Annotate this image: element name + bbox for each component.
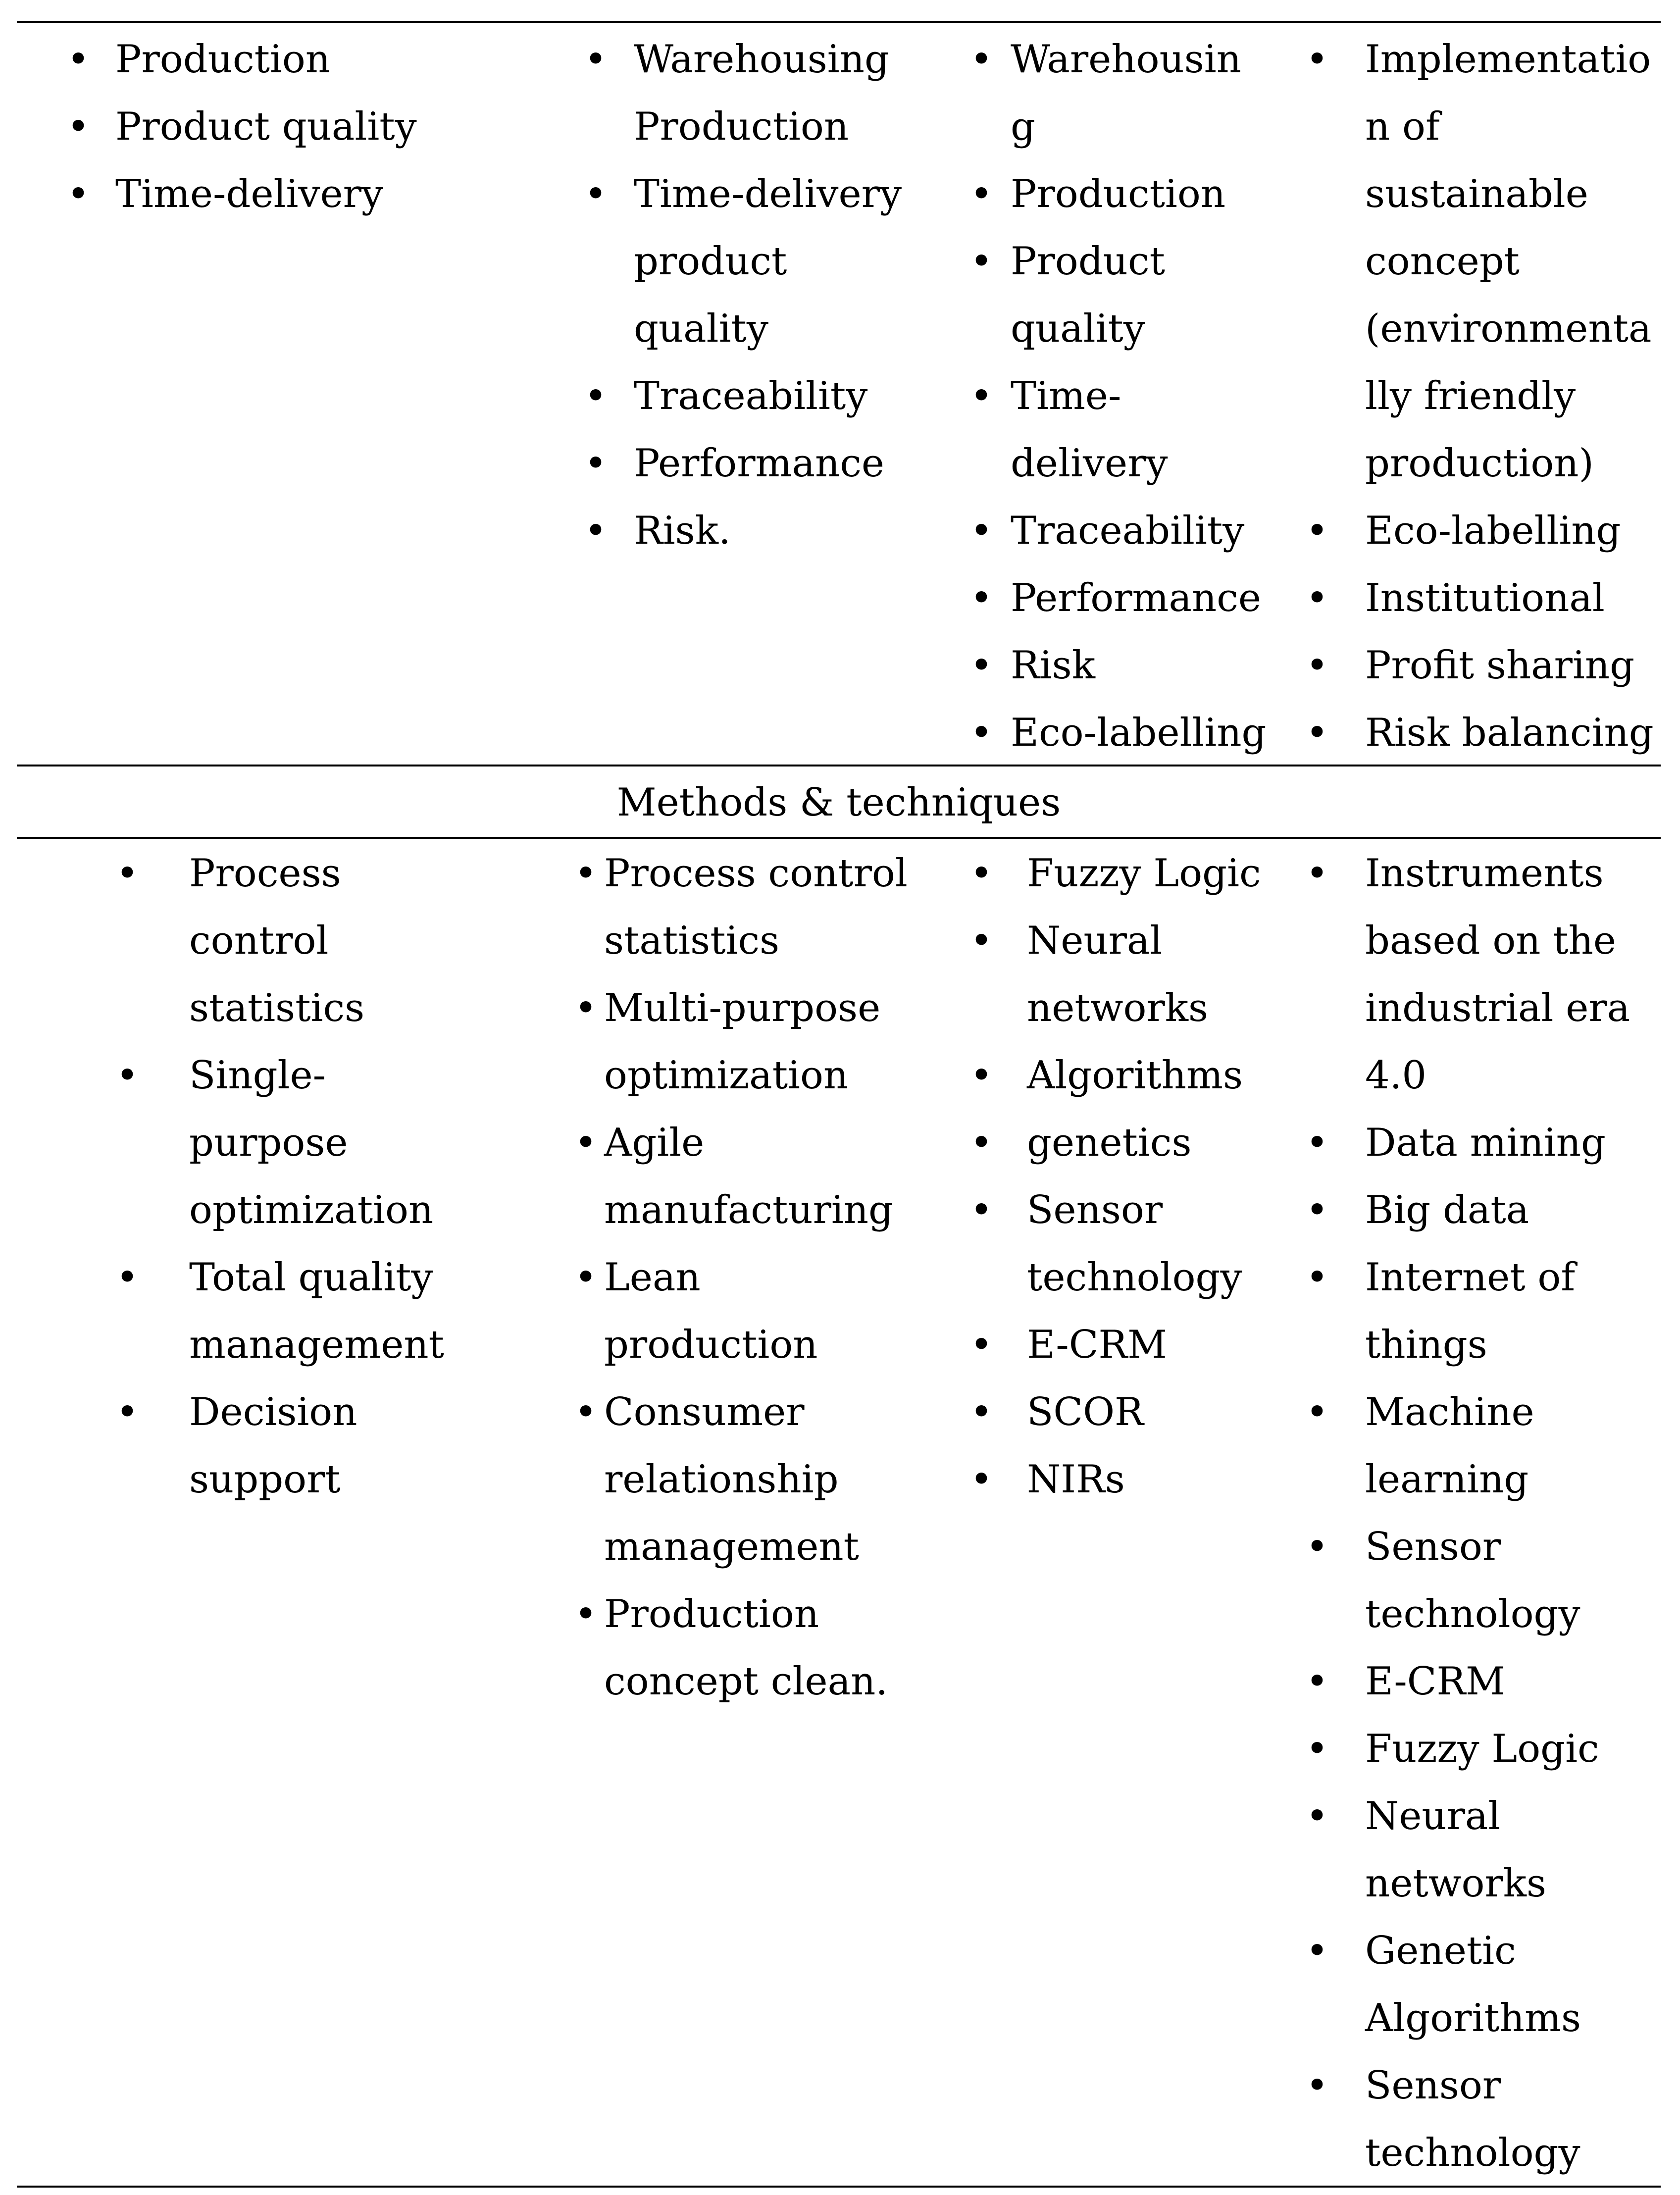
bullet-icon: • bbox=[584, 441, 608, 486]
bullet-list bbox=[574, 840, 908, 1715]
list-item-text: lly friendly bbox=[1365, 374, 1576, 418]
list-item-text: quality bbox=[1011, 306, 1145, 351]
list-item-text: Product quality bbox=[115, 104, 417, 149]
bullet-icon: • bbox=[116, 851, 139, 896]
criteria-col-3 bbox=[970, 26, 1267, 766]
list-item bbox=[970, 699, 1267, 766]
bottom-rule bbox=[17, 2186, 1661, 2188]
bullet-icon: • bbox=[970, 919, 993, 963]
bullet-icon: • bbox=[584, 374, 608, 418]
bullet-icon: • bbox=[970, 509, 993, 553]
list-item-text: technology bbox=[1365, 1592, 1580, 1636]
list-item-text: genetics bbox=[1027, 1121, 1192, 1165]
list-item-text: production) bbox=[1365, 441, 1594, 486]
list-item bbox=[970, 26, 1266, 160]
list-item-text: networks bbox=[1365, 1861, 1547, 1906]
criteria-col-1 bbox=[67, 26, 417, 228]
bullet-list bbox=[67, 26, 417, 228]
list-item-text: Traceability bbox=[1011, 509, 1245, 553]
list-item-text: Machine bbox=[1365, 1390, 1534, 1434]
list-item bbox=[1306, 497, 1654, 564]
list-item bbox=[116, 1378, 444, 1513]
list-item-text: Genetic bbox=[1365, 1929, 1516, 1973]
bullet-icon: • bbox=[584, 37, 608, 82]
list-item-text: Institutional bbox=[1365, 576, 1605, 620]
bullet-icon: • bbox=[116, 1390, 139, 1434]
list-item bbox=[970, 1378, 1261, 1446]
list-item-text: manufacturing bbox=[604, 1188, 893, 1232]
bullet-icon: • bbox=[970, 711, 993, 755]
list-item bbox=[1306, 1513, 1630, 1648]
bullet-icon: • bbox=[584, 172, 608, 216]
list-item bbox=[1306, 564, 1654, 632]
list-item bbox=[970, 632, 1266, 699]
bullet-icon: • bbox=[574, 1592, 598, 1636]
list-item bbox=[1306, 1176, 1630, 1244]
list-item-text: Production bbox=[634, 104, 849, 149]
methods-col-4 bbox=[1306, 840, 1630, 2187]
list-item bbox=[970, 1446, 1261, 1513]
list-item bbox=[970, 1109, 1261, 1176]
list-item bbox=[584, 497, 902, 564]
bullet-icon: • bbox=[1306, 1659, 1329, 1704]
bullet-icon: • bbox=[970, 374, 993, 418]
list-item-text: optimization bbox=[604, 1053, 849, 1098]
list-item-text: Warehousin bbox=[1011, 37, 1241, 82]
list-item-text: Process control bbox=[604, 851, 908, 896]
bullet-icon: • bbox=[970, 172, 993, 216]
bullet-icon: • bbox=[970, 1323, 993, 1367]
bullet-icon: • bbox=[1306, 711, 1329, 755]
list-item-text: Production bbox=[1011, 172, 1226, 216]
bullet-icon: • bbox=[1306, 851, 1329, 896]
list-item-text: Time-delivery bbox=[634, 172, 902, 216]
list-item-text: Implementatio bbox=[1365, 37, 1651, 82]
list-item-text: Eco-labelling bbox=[1011, 711, 1267, 755]
list-item bbox=[116, 840, 444, 1042]
list-item bbox=[574, 1109, 908, 1244]
list-item bbox=[584, 430, 902, 497]
list-item-text: statistics bbox=[604, 919, 780, 963]
list-item bbox=[1306, 1244, 1630, 1378]
bullet-icon: • bbox=[970, 1390, 993, 1434]
list-item-text: Multi-purpose bbox=[604, 986, 881, 1030]
list-item-text: control bbox=[189, 919, 329, 963]
list-item-text: optimization bbox=[189, 1188, 434, 1232]
list-item-text: Consumer bbox=[604, 1390, 805, 1434]
bullet-list bbox=[1306, 840, 1630, 2187]
bullet-icon: • bbox=[1306, 1727, 1329, 1771]
list-item-text: Neural bbox=[1027, 919, 1163, 963]
list-item-text: Profit sharing bbox=[1365, 643, 1635, 688]
bullet-icon: • bbox=[970, 576, 993, 620]
bullet-list bbox=[970, 840, 1261, 1513]
list-item-text: Risk bbox=[1011, 643, 1095, 688]
list-item-text: Decision bbox=[189, 1390, 357, 1434]
list-item bbox=[1306, 699, 1654, 766]
bullet-icon: • bbox=[1306, 643, 1329, 688]
list-item-text: industrial era bbox=[1365, 986, 1630, 1030]
bullet-icon: • bbox=[970, 239, 993, 284]
list-item-text: purpose bbox=[189, 1121, 348, 1165]
list-item-text: sustainable bbox=[1365, 172, 1588, 216]
list-item-text: Sensor bbox=[1365, 1525, 1501, 1569]
list-item-text: Process bbox=[189, 851, 341, 896]
bullet-icon: • bbox=[1306, 2063, 1329, 2108]
top-rule bbox=[17, 21, 1661, 23]
list-item bbox=[970, 1311, 1261, 1378]
list-item-text: Time-delivery bbox=[115, 172, 384, 216]
list-item-text: Lean bbox=[604, 1255, 701, 1300]
list-item bbox=[67, 160, 417, 228]
list-item-text: based on the bbox=[1365, 919, 1617, 963]
bullet-icon: • bbox=[574, 986, 598, 1030]
list-item-text: delivery bbox=[1011, 441, 1168, 486]
section-divider-bottom bbox=[17, 837, 1661, 839]
list-item-text: Instruments bbox=[1365, 851, 1604, 896]
list-item bbox=[1306, 1783, 1630, 1917]
methods-col-3 bbox=[970, 840, 1261, 1513]
bullet-icon: • bbox=[970, 1188, 993, 1232]
list-item-text: Internet of bbox=[1365, 1255, 1576, 1300]
bullet-icon: • bbox=[1306, 1188, 1329, 1232]
list-item-text: Algorithms bbox=[1027, 1053, 1243, 1098]
bullet-list bbox=[116, 840, 444, 1513]
list-item-text: Algorithms bbox=[1365, 1996, 1581, 2041]
bullet-icon: • bbox=[116, 1053, 139, 1098]
list-item bbox=[1306, 1715, 1630, 1783]
list-item-text: learning bbox=[1365, 1457, 1529, 1502]
bullet-list bbox=[970, 26, 1267, 766]
list-item-text: concept clean. bbox=[604, 1659, 888, 1704]
bullet-icon: • bbox=[970, 851, 993, 896]
bullet-icon: • bbox=[970, 1121, 993, 1165]
bullet-list bbox=[584, 26, 902, 564]
list-item bbox=[1306, 1648, 1630, 1715]
list-item-text: Fuzzy Logic bbox=[1027, 851, 1261, 896]
list-item bbox=[970, 362, 1266, 497]
list-item-text: Agile bbox=[604, 1121, 705, 1165]
list-item-text: SCOR bbox=[1027, 1390, 1144, 1434]
list-item-text: production bbox=[604, 1323, 818, 1367]
list-item-text: (environmenta bbox=[1365, 306, 1652, 351]
list-item-text: g bbox=[1011, 104, 1035, 149]
bullet-icon: • bbox=[574, 1121, 598, 1165]
list-item-text: Performance bbox=[1011, 576, 1262, 620]
list-item-text: E-CRM bbox=[1365, 1659, 1506, 1704]
list-item bbox=[970, 160, 1266, 228]
bullet-icon: • bbox=[584, 509, 608, 553]
bullet-icon: • bbox=[1306, 1255, 1329, 1300]
bullet-icon: • bbox=[574, 851, 598, 896]
bullet-list bbox=[1306, 26, 1654, 766]
list-item bbox=[116, 1042, 444, 1244]
list-item-text: E-CRM bbox=[1027, 1323, 1168, 1367]
list-item-text: relationship bbox=[604, 1457, 839, 1502]
list-item bbox=[574, 840, 908, 974]
list-item bbox=[1306, 26, 1654, 497]
bullet-icon: • bbox=[574, 1255, 598, 1300]
list-item bbox=[970, 840, 1261, 907]
list-item-text: Fuzzy Logic bbox=[1365, 1727, 1599, 1771]
list-item-text: things bbox=[1365, 1323, 1487, 1367]
list-item bbox=[970, 564, 1266, 632]
bullet-icon: • bbox=[1306, 1390, 1329, 1434]
bullet-icon: • bbox=[67, 104, 90, 149]
list-item-text: Product bbox=[1011, 239, 1165, 284]
list-item-text: Risk. bbox=[634, 509, 731, 553]
list-item-text: n of bbox=[1365, 104, 1440, 149]
bullet-icon: • bbox=[1306, 37, 1329, 82]
list-item bbox=[116, 1244, 444, 1378]
bullet-icon: • bbox=[970, 1053, 993, 1098]
list-item bbox=[574, 1244, 908, 1378]
bullet-icon: • bbox=[1306, 1121, 1329, 1165]
list-item-text: Neural bbox=[1365, 1794, 1501, 1838]
bullet-icon: • bbox=[67, 172, 90, 216]
list-item-text: statistics bbox=[189, 986, 365, 1030]
list-item-text: technology bbox=[1027, 1255, 1242, 1300]
list-item-text: Warehousing bbox=[634, 37, 889, 82]
list-item bbox=[1306, 840, 1630, 1109]
bullet-icon: • bbox=[1306, 576, 1329, 620]
section-divider-top bbox=[17, 765, 1661, 766]
bullet-icon: • bbox=[970, 643, 993, 688]
list-item bbox=[67, 26, 417, 93]
list-item-text: Data mining bbox=[1365, 1121, 1606, 1165]
list-item-text: Eco-labelling bbox=[1365, 509, 1621, 553]
bullet-icon: • bbox=[1306, 1525, 1329, 1569]
list-item bbox=[574, 974, 908, 1109]
list-item bbox=[1306, 1109, 1630, 1176]
list-item bbox=[970, 1042, 1261, 1109]
list-item-text: 4.0 bbox=[1365, 1053, 1427, 1098]
list-item-text: Sensor bbox=[1027, 1188, 1163, 1232]
list-item bbox=[1306, 632, 1654, 699]
bullet-icon: • bbox=[116, 1255, 139, 1300]
list-item-text: Total quality bbox=[189, 1255, 433, 1300]
list-item-text: networks bbox=[1027, 986, 1209, 1030]
list-item-text: Sensor bbox=[1365, 2063, 1501, 2108]
list-item bbox=[584, 362, 902, 430]
list-item bbox=[1306, 2052, 1630, 2187]
bullet-icon: • bbox=[970, 1457, 993, 1502]
list-item-text: NIRs bbox=[1027, 1457, 1125, 1502]
list-item-text: Performance bbox=[634, 441, 885, 486]
bullet-icon: • bbox=[970, 37, 993, 82]
methods-section-title: Methods & techniques bbox=[616, 780, 1061, 825]
list-item-text: support bbox=[189, 1457, 341, 1502]
list-item-text: management bbox=[189, 1323, 444, 1367]
list-item-text: Time- bbox=[1011, 374, 1121, 418]
list-item bbox=[574, 1378, 908, 1581]
list-item bbox=[1306, 1378, 1630, 1513]
methods-col-2 bbox=[574, 840, 908, 1715]
list-item bbox=[67, 93, 417, 160]
list-item-text: Production bbox=[115, 37, 331, 82]
list-item-text: management bbox=[604, 1525, 859, 1569]
list-item-text: concept bbox=[1365, 239, 1520, 284]
criteria-col-4 bbox=[1306, 26, 1654, 766]
bullet-icon: • bbox=[1306, 1929, 1329, 1973]
bullet-icon: • bbox=[67, 37, 90, 82]
list-item bbox=[970, 228, 1266, 362]
list-item-text: quality bbox=[634, 306, 768, 351]
list-item-text: Risk balancing bbox=[1365, 711, 1654, 755]
bullet-icon: • bbox=[574, 1390, 598, 1434]
list-item bbox=[574, 1581, 908, 1715]
list-item bbox=[1306, 1917, 1630, 2052]
list-item bbox=[584, 160, 902, 362]
list-item-text: Production bbox=[604, 1592, 819, 1636]
list-item-text: Big data bbox=[1365, 1188, 1529, 1232]
list-item bbox=[970, 1176, 1261, 1311]
list-item-text: Traceability bbox=[634, 374, 868, 418]
list-item-text: product bbox=[634, 239, 787, 284]
list-item-text: Single- bbox=[189, 1053, 326, 1098]
bullet-icon: • bbox=[1306, 509, 1329, 553]
list-item bbox=[584, 26, 902, 160]
list-item bbox=[970, 907, 1261, 1042]
methods-col-1 bbox=[116, 840, 444, 1513]
list-item-text: technology bbox=[1365, 2131, 1580, 2175]
bullet-icon: • bbox=[1306, 1794, 1329, 1838]
criteria-col-2 bbox=[584, 26, 902, 564]
list-item bbox=[970, 497, 1266, 564]
